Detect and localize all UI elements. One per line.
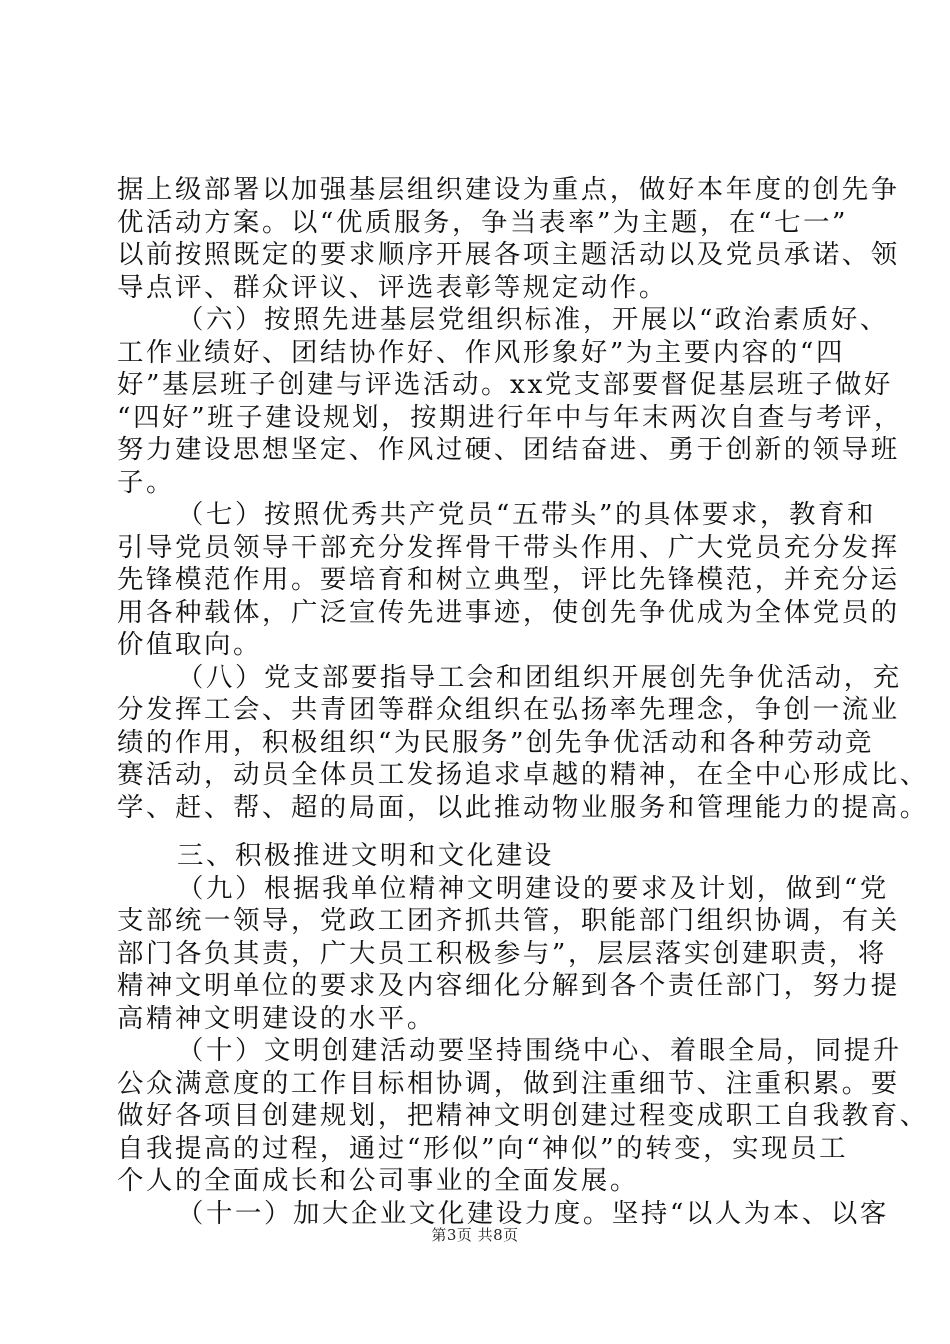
text-line: 精神文明单位的要求及内容细化分解到各个责任部门，努力提 [117, 970, 900, 1001]
text-line: 个人的全面成长和公司事业的全面发展。 [117, 1165, 639, 1196]
text-line: 以前按照既定的要求顺序开展各项主题活动以及党员承诺、领 [117, 239, 900, 270]
text-line: 价值取向。 [117, 629, 262, 660]
document-body [117, 174, 929, 1230]
text-line: 支部统一领导，党政工团齐抓共管，职能部门组织协调，有关 [117, 905, 900, 936]
page-footer: 第3页 共8页 [431, 1226, 519, 1244]
text-line: “四好”班子建设规划，按期进行年中与年末两次自查与考评， [117, 401, 903, 433]
paragraph-first-line: （七）按照优秀共产党员“五带头”的具体要求，教育和 [177, 499, 876, 530]
paragraph-first-line: （八）党支部要指导工会和团组织开展创先争优活动，充 [177, 661, 902, 693]
text-line: 优活动方案。以“优质服务，争当表率”为主题，在“七一” [117, 206, 849, 238]
text-line: 引导党员领导干部充分发挥骨干带头作用、广大党员充分发挥 [117, 531, 900, 563]
text-line: 自我提高的过程，通过“形似”向“神似”的转变，实现员工 [117, 1132, 849, 1164]
text-line: 分发挥工会、共青团等群众组织在弘扬率先理念，争创一流业 [117, 694, 900, 725]
paragraph-first-line: （十一）加大企业文化建设力度。坚持“以人为本、以客 [177, 1197, 889, 1229]
paragraph-first-line: （九）根据我单位精神文明建设的要求及计划，做到“党 [177, 872, 889, 904]
text-line: 赛活动，动员全体员工发扬追求卓越的精神，在全中心形成比、 [117, 759, 929, 790]
text-line: 努力建设思想坚定、作风过硬、团结奋进、勇于创新的领导班 [117, 434, 900, 465]
text-line: 绩的作用，积极组织“为民服务”创先争优活动和各种劳动竞 [117, 726, 874, 758]
text-line: 公众满意度的工作目标相协调，做到注重细节、注重积累。要 [117, 1067, 900, 1099]
paragraph-first-line: （十）文明创建活动要坚持围绕中心、着眼全局，同提升 [177, 1035, 902, 1066]
text-line: 做好各项目创建规划，把精神文明创建过程变成职工自我教育、 [117, 1100, 929, 1131]
text-line: 导点评、群众评议、评选表彰等规定动作。 [117, 271, 668, 303]
text-line: 工作业绩好、团结协作好、作风形象好”为主要内容的“四 [117, 336, 845, 368]
text-line: 子。 [117, 466, 175, 498]
text-line: 据上级部署以加强基层组织建设为重点，做好本年度的创先争 [117, 174, 900, 205]
text-line: 先锋模范作用。要培育和树立典型，评比先锋模范，并充分运 [117, 564, 900, 595]
text-line: 部门各负其责，广大员工积极参与”，层层落实创建职责，将 [117, 937, 887, 969]
text-line: 用各种载体，广泛宣传先进事迹，使创先争优成为全体党员的 [117, 596, 900, 628]
text-line: 好”基层班子创建与评选活动。xx党支部要督促基层班子做好 [117, 369, 893, 400]
section-heading: 三、积极推进文明和文化建设 [177, 840, 554, 871]
paragraph-first-line: （六）按照先进基层党组织标准，开展以“政治素质好、 [177, 304, 889, 335]
text-line: 高精神文明建设的水平。 [117, 1002, 436, 1034]
text-line: 学、赶、帮、超的局面，以此推动物业服务和管理能力的提高。 [117, 791, 929, 823]
